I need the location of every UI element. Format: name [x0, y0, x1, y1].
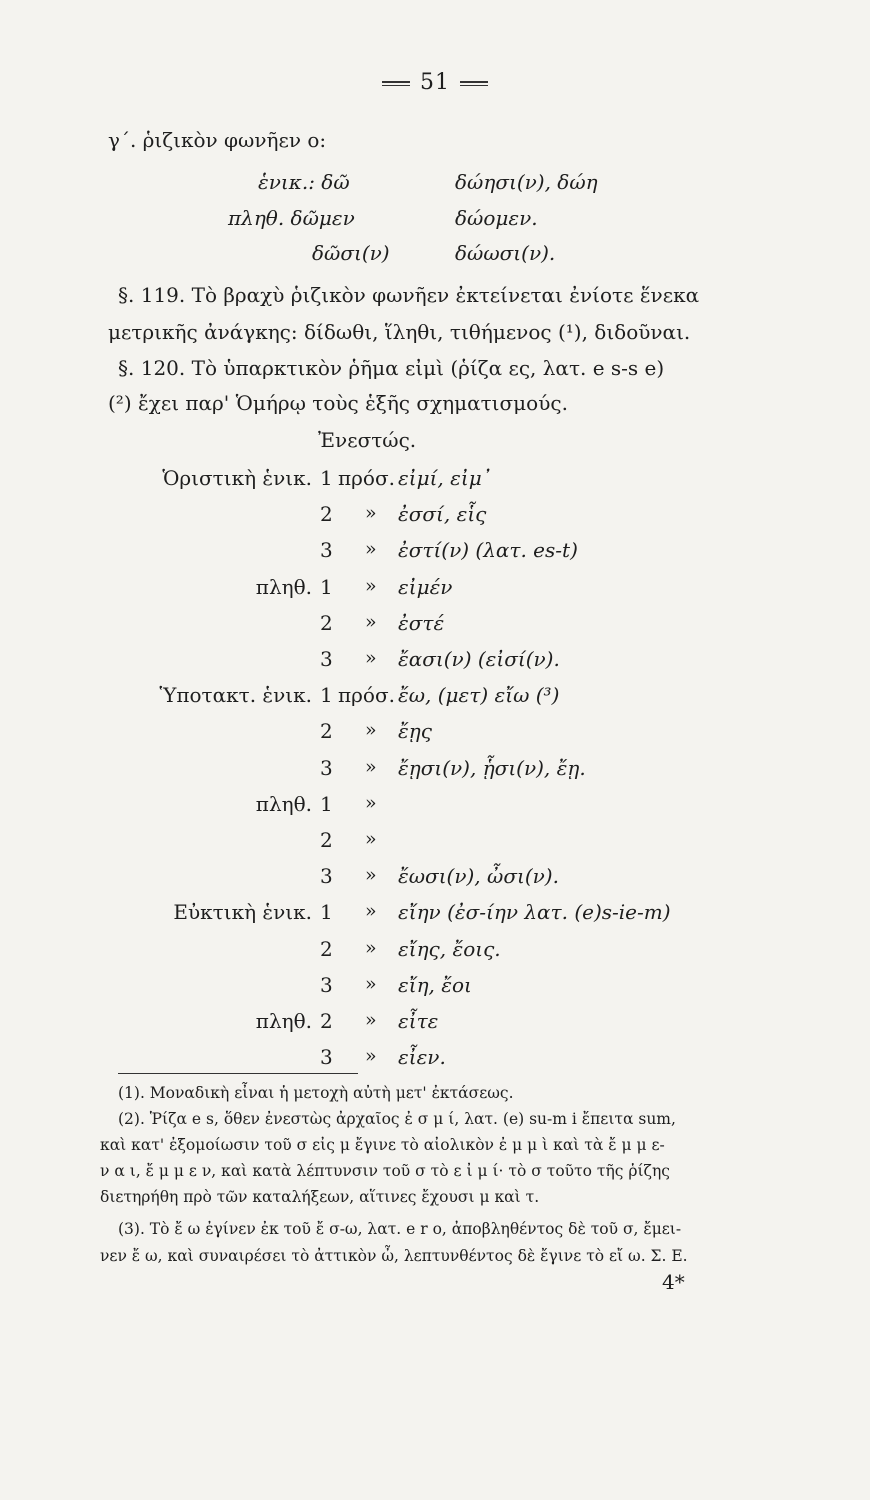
section-heading: Ἐνεστώς.: [318, 428, 417, 452]
table-ditto-mark: »: [365, 828, 377, 850]
table-verb-form: ἔω, (μετ) εἴω (³): [398, 683, 560, 708]
table-ditto-mark: »: [365, 502, 377, 525]
table-ditto-mark: πρόσ.: [338, 683, 395, 708]
table-person-number: 2: [320, 1009, 333, 1033]
table-mood-label: Εὐκτικὴ ἑνικ.: [173, 900, 312, 925]
table-person-number: 3: [320, 1045, 333, 1070]
table-person-number: 1: [320, 574, 333, 599]
footnote-2-line: καὶ κατ' ἐξομοίωσιν τοῦ σ εἰς μ ἔγινε τὸ αἰολικὸν ἐ μ μ ὶ καὶ τὰ ἔ μ μ ε-: [100, 1136, 665, 1154]
table-verb-form: ἔῃς: [398, 719, 432, 744]
text-line: δώησι(ν), δώη: [455, 170, 598, 194]
table-person-number: 3: [320, 864, 333, 889]
table-verb-form: εἰμέν: [398, 574, 453, 599]
table-verb-form: ἐστέ: [398, 610, 445, 635]
table-person-number: 3: [320, 755, 333, 780]
page-header: [0, 70, 870, 95]
table-person-number: 3: [320, 972, 333, 997]
paragraph-119-line: §. 119. Τὸ βραχὺ ῥιζικὸν φωνῆεν ἐκτείνεται ἐνίοτε ἕνεκα: [118, 283, 700, 307]
text-line: δῶσι(ν): [312, 241, 390, 265]
table-person-number: 1: [320, 900, 333, 925]
table-person-number: 2: [320, 936, 333, 961]
text-line: ἑνικ.: δῶ: [258, 170, 350, 194]
text-line: δώομεν.: [455, 206, 538, 230]
table-ditto-mark: »: [365, 1009, 377, 1031]
header-rule-left: [382, 81, 410, 86]
table-ditto-mark: »: [365, 719, 377, 742]
footnote-rule: [118, 1073, 358, 1074]
table-mood-label: πληθ.: [255, 1009, 312, 1033]
table-ditto-mark: »: [365, 936, 377, 959]
signature-mark: 4*: [662, 1270, 685, 1294]
table-mood-label: πληθ.: [255, 574, 312, 599]
table-ditto-mark: »: [365, 900, 377, 923]
table-verb-form: εἶτε: [398, 1009, 439, 1033]
table-ditto-mark: »: [365, 864, 377, 887]
table-person-number: 3: [320, 647, 333, 671]
footnote-1: (1). Μοναδικὴ εἶναι ἡ μετοχὴ αὐτὴ μετ' ἐκτάσεως.: [118, 1084, 514, 1102]
table-person-number: 1: [320, 683, 333, 708]
table-verb-form: ἐσσί, εἷς: [398, 502, 487, 527]
table-person-number: 2: [320, 828, 333, 852]
table-verb-form: ἔωσι(ν), ὦσι(ν).: [398, 864, 559, 889]
table-ditto-mark: πρόσ.: [338, 466, 395, 490]
text-line: δώωσι(ν).: [455, 241, 556, 265]
header-rule-right: [460, 81, 488, 86]
table-mood-label: Ὁριστικὴ ἑνικ.: [162, 466, 312, 490]
table-person-number: 2: [320, 719, 333, 744]
table-verb-form: εἴην (ἐσ-ίην λατ. (e)s-ie-m): [398, 900, 671, 925]
table-ditto-mark: »: [365, 972, 377, 995]
table-mood-label: Ὑποτακτ. ἑνικ.: [159, 683, 312, 708]
paragraph-119-line: μετρικῆς ἀνάγκης: δίδωθι, ἵληθι, τιθήμενος (¹), διδοῦναι.: [108, 320, 691, 344]
footnote-2-line: (2). Ῥίζα e s, ὅθεν ἐνεστὼς ἀρχαῖος ἐ σ μ ί, λατ. (e) su-m i ἔπειτα sum,: [118, 1110, 676, 1128]
table-ditto-mark: »: [365, 538, 377, 561]
footnote-3-line: (3). Τὸ ἔ ω ἐγίνεν ἐκ τοῦ ἔ σ-ω, λατ. e r o, ἀποβληθέντος δὲ τοῦ σ, ἔμει-: [118, 1220, 682, 1238]
paragraph-120-line: (²) ἔχει παρ' Ὁμήρῳ τοὺς ἑξῆς σχηματισμούς.: [108, 391, 568, 415]
table-ditto-mark: »: [365, 574, 377, 597]
table-person-number: 3: [320, 538, 333, 563]
table-ditto-mark: »: [365, 1045, 377, 1068]
table-mood-label: πληθ.: [255, 791, 312, 816]
table-ditto-mark: »: [365, 755, 377, 778]
footnote-2-line: διετηρήθη πρὸ τῶν καταλήξεων, αἵτινες ἔχουσι μ καὶ τ.: [100, 1188, 540, 1206]
table-ditto-mark: »: [365, 791, 377, 814]
paragraph-120-line: §. 120. Τὸ ὑπαρκτικὸν ῥῆμα εἰμὶ (ῥίζα ες, λατ. e s-s e): [118, 356, 665, 380]
table-verb-form: εἴη, ἔοι: [398, 972, 472, 997]
footnote-2-line: ν α ι, ἔ μ μ ε ν, καὶ κατὰ λέπτυνσιν τοῦ σ τὸ ε ἰ μ ί· τὸ σ τοῦτο τῆς ῥίζης: [100, 1162, 670, 1180]
page-number: 51: [420, 70, 450, 95]
table-verb-form: εἰμί, εἰμ᾽: [398, 466, 492, 490]
table-person-number: 2: [320, 502, 333, 527]
table-person-number: 1: [320, 466, 333, 490]
text-line: γ΄. ῥιζικὸν φωνῆεν ο:: [108, 128, 327, 152]
table-person-number: 2: [320, 610, 333, 635]
table-verb-form: ἐστί(ν) (λατ. es-t): [398, 538, 578, 563]
table-person-number: 1: [320, 791, 333, 816]
footnote-3-line: νεν ἔ ω, καὶ συναιρέσει τὸ ἀττικὸν ὦ, λεπτυνθέντος δὲ ἔγινε τὸ εἴ ω. Σ. Ε.: [100, 1247, 688, 1265]
table-verb-form: εἶεν.: [398, 1045, 446, 1070]
table-ditto-mark: »: [365, 610, 377, 633]
table-verb-form: ἔῃσι(ν), ᾗσι(ν), ἔῃ.: [398, 755, 586, 780]
table-ditto-mark: »: [365, 647, 377, 669]
table-verb-form: ἔασι(ν) (εἰσί(ν).: [398, 647, 560, 671]
text-line: πληθ. δῶμεν: [228, 206, 355, 230]
table-verb-form: εἴης, ἔοις.: [398, 936, 501, 961]
